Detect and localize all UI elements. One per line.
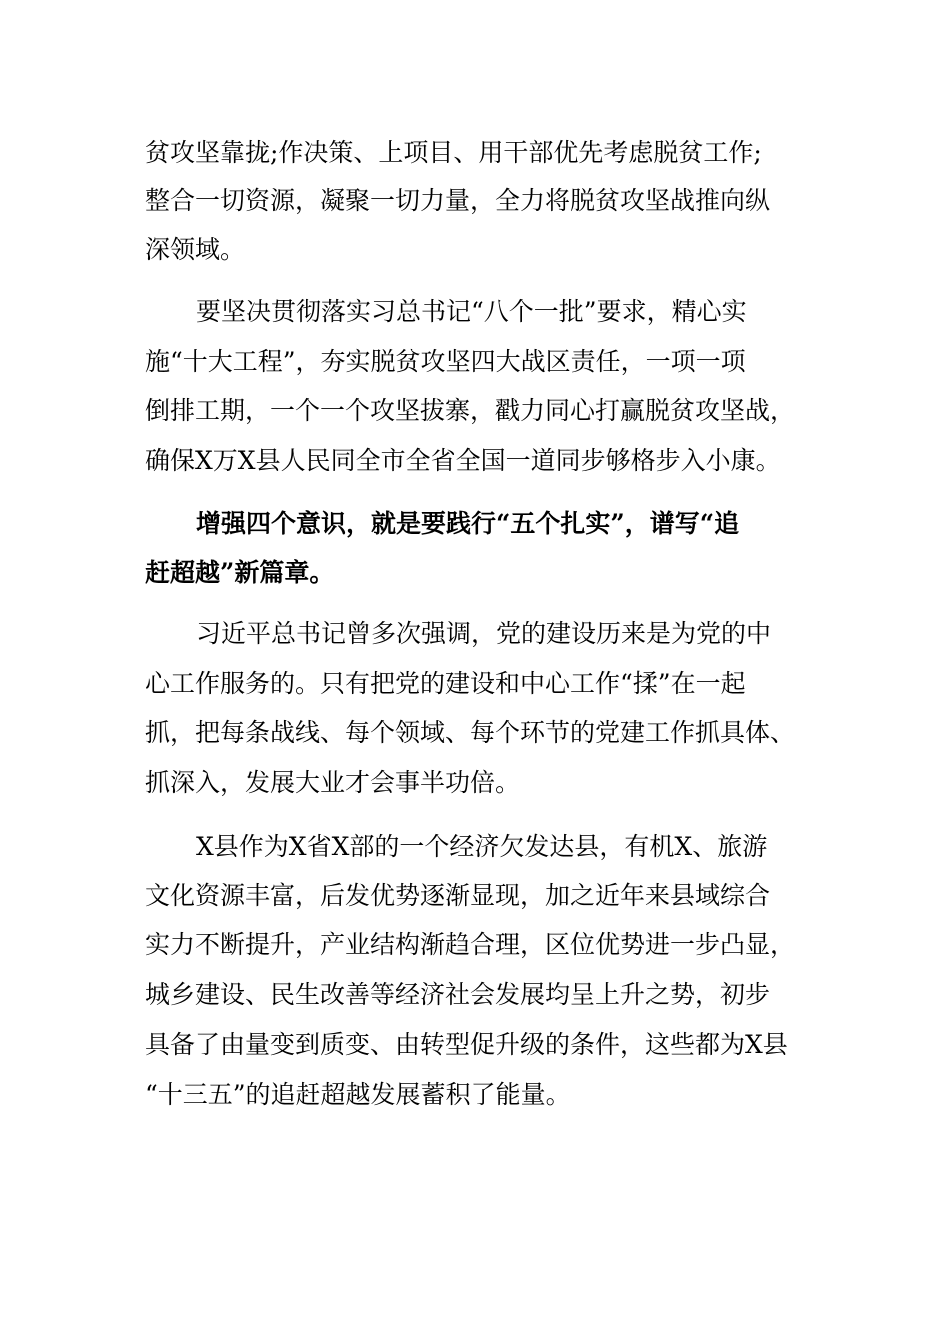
text-line: 城乡建设、民生改善等经济社会发展均呈上升之势，初步	[145, 980, 771, 1009]
text-line: 心工作服务的。只有把党的建设和中心工作“揉”在一起	[145, 669, 746, 698]
text-line: 具备了由量变到质变、由转型促升级的条件，这些都为X县	[145, 1030, 788, 1059]
text-line: 施“十大工程”，夯实脱贫攻坚四大战区责任，一项一项	[145, 347, 746, 376]
text-line: 要坚决贯彻落实习总书记“八个一批”要求，精心实	[196, 297, 747, 326]
heading-line: 增强四个意识，就是要践行“五个扎实”，谱写“追	[196, 509, 740, 538]
text-line: 习近平总书记曾多次强调，党的建设历来是为党的中	[196, 619, 772, 648]
text-line: “十三五”的追赶超越发展蓄积了能量。	[145, 1080, 571, 1109]
text-line: 倒排工期，一个一个攻坚拔寨，戳力同心打赢脱贫攻坚战，	[145, 396, 796, 425]
text-line: 贫攻坚靠拢;作决策、上项目、用干部优先考虑脱贫工作;	[145, 138, 762, 167]
text-line: X县作为X省X部的一个经济欠发达县，有机X、旅游	[196, 832, 768, 861]
text-line: 确保X万X县人民同全市全省全国一道同步够格步入小康。	[145, 446, 781, 475]
text-line: 文化资源丰富，后发优势逐渐显现，加之近年来县域综合	[145, 881, 771, 910]
heading-line: 赶超越”新篇章。	[145, 558, 335, 587]
text-line: 抓深入，发展大业才会事半功倍。	[145, 768, 521, 797]
text-line: 整合一切资源，凝聚一切力量，全力将脱贫攻坚战推向纵	[145, 186, 771, 215]
text-line: 抓，把每条战线、每个领域、每个环节的党建工作抓具体、	[145, 718, 796, 747]
text-line: 实力不断提升，产业结构渐趋合理，区位优势进一步凸显，	[145, 930, 796, 959]
text-line: 深领域。	[145, 235, 246, 264]
